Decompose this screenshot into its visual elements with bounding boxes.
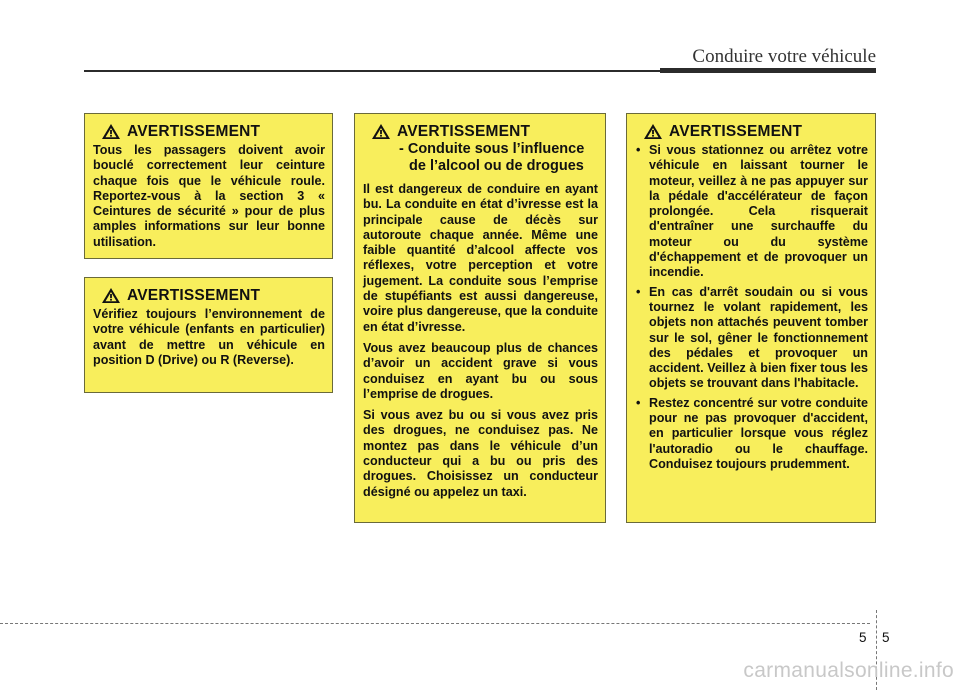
list-item: • En cas d'arrêt soudain ou si vous tournez le volant rapidement, les objets non attachés peuvent tomber sur le sol, gêner le fonctionnement des pédales et provoquer un accident. Veillez à bien fixer tous les objets se trouvant dans l'habitacle. xyxy=(635,285,868,392)
warning-title: AVERTISSEMENT xyxy=(127,286,261,304)
warning-subtitle-line1: - Conduite sous l’influence xyxy=(399,141,585,157)
warning-triangle-icon xyxy=(101,287,121,304)
chapter-number: 5 xyxy=(859,630,867,645)
warning-triangle-icon xyxy=(101,123,121,140)
warning-header xyxy=(363,123,598,140)
footer-rule xyxy=(0,623,870,624)
warning-title: AVERTISSEMENT xyxy=(127,122,261,140)
warning-header xyxy=(93,123,325,140)
header-rule-accent xyxy=(660,68,876,73)
warning-box-parking-driving xyxy=(626,113,876,523)
warning-subtitle xyxy=(363,141,598,175)
warning-title: AVERTISSEMENT xyxy=(397,122,531,140)
warning-subtitle-line2: de l’alcool ou de drogues xyxy=(409,158,584,174)
warning-paragraph: Vous avez beaucoup plus de chances d’avoir un accident grave si vous conduisez en ayant bu ou sous l’emprise de drogues. xyxy=(363,340,598,401)
warning-bullet-list xyxy=(635,143,868,472)
list-item: • Si vous stationnez ou arrêtez votre véhicule en laissant tourner le moteur, veillez à ne pas appuyer sur la pédale d'accélérateur de façon prolongée. Cela risquerait d'entraîner une surchauffe du moteur ou du système d'échappement et de provoquer un incendie. xyxy=(635,143,868,281)
warning-box-surroundings xyxy=(84,277,333,393)
warning-triangle-icon xyxy=(371,123,391,140)
warning-header xyxy=(635,123,868,140)
page-number: 5 xyxy=(882,630,890,645)
warning-title: AVERTISSEMENT xyxy=(669,122,803,140)
warning-text: Vérifiez toujours l’environnement de votre véhicule (enfants en particulier) avant de mettre un véhicule en position D (Drive) ou R (Reverse). xyxy=(93,307,325,367)
watermark: carmanualsonline.info xyxy=(743,659,954,682)
warning-box-alcohol-drugs xyxy=(354,113,606,523)
warning-text: Tous les passagers doivent avoir bouclé correctement leur ceinture chaque fois que le véhicule roule. Reportez-vous à la section 3 « Ceintures de sécurité » pour de plus amples informations sur leur bonne utilisation. xyxy=(93,143,325,249)
warning-paragraph: Si vous avez bu ou si vous avez pris des drogues, ne conduisez pas. Ne montez pas dans le véhicule d’un conducteur qui a bu ou pris des drogues. Choisissez un conducteur désigné ou appelez un taxi. xyxy=(363,408,598,499)
warning-box-seatbelts xyxy=(84,113,333,259)
list-item: • Restez concentré sur votre conduite pour ne pas provoquer d'accident, en particulier lorsque vous réglez l'autoradio ou le chauffage. Conduisez toujours prudemment. xyxy=(635,396,868,472)
warning-header xyxy=(93,287,325,304)
warning-triangle-icon xyxy=(643,123,663,140)
warning-paragraph: Il est dangereux de conduire en ayant bu. La conduite en état d’ivresse est la principale cause de décès sur autoroute chaque année. Même une faible quantité d’alcool affecte vos réflexes, votre perception et votre jugement. La conduite sous l’emprise de stupéfiants est aussi dangereuse, voire plus dangereuse, que la conduite en état d’ivresse. xyxy=(363,182,598,334)
page-title: Conduire votre véhicule xyxy=(692,46,876,67)
